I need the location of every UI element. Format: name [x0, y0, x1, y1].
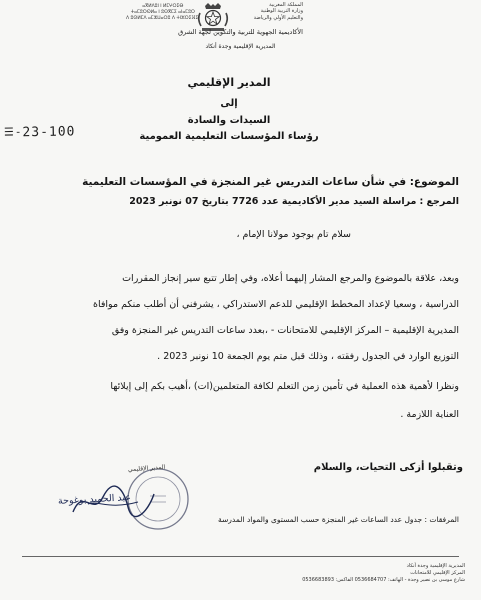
letterhead-tifinagh	[126, 4, 200, 22]
greeting: سلام تام بوجود مولانا الإمام ،	[236, 229, 351, 240]
attachments-note: المرفقات : جدول عدد الساعات غير المنجزة حسب المستوى والمواد المدرسة	[218, 515, 459, 524]
reference-number-stamp: ☰-23-100	[3, 124, 76, 141]
academy-name: الأكاديمية الجهوية للتربية والتكوين لجهة الشرق	[178, 28, 303, 36]
body-line: العناية اللازمة .	[400, 409, 459, 420]
letterhead-line: وزارة التربية الوطنية	[260, 8, 303, 15]
letterhead-line: والتعليم الأولي والرياضة	[253, 14, 303, 21]
recipient-line: رؤساء المؤسسات التعليمية العمومية	[139, 131, 319, 142]
body-line: وبعد، علاقة بالموضوع والمرجع المشار إليهما أعلاه، وفي إطار تتبع سير إنجاز المقررات	[122, 273, 459, 284]
body-line: التوزيع الوارد في الجدول رفقته ، وذلك قبل متم يوم الجمعة 10 نونبر 2023 .	[157, 351, 459, 362]
signatory-name: عبد الحميد بوغوحة	[57, 492, 132, 507]
footer-line: المركز الإقليمي للامتحانات	[410, 569, 465, 576]
footer-address	[302, 563, 465, 583]
subject-label: الموضوع:	[409, 176, 459, 188]
subject-line	[82, 176, 459, 188]
subject-text: في شأن ساعات التدريس غير المنجزة في المؤسسات التعليمية	[82, 176, 407, 188]
letterhead-line: ⵜⴰⵎⵓⵔⵙⵍⴰ ⵏ ⵓⵙⴳⵎⵉ ⴰⵏⴰⵎⵓⵔ	[130, 10, 195, 15]
closing: وتقبلوا أزكى التحيات، والسلام	[313, 462, 463, 473]
reference-text: مراسلة السيد مدير الأكاديمية عدد 7726 بتاريخ 07 نونبر 2023	[129, 196, 417, 207]
letterhead-line: ⴷ ⵓⵙⵍⵎⴷ ⴰⵎⵣⵡⴰⵔⵓ ⴷ ⵜⵏⵣⵔⵉⴼⵉⵏ	[126, 16, 200, 21]
recipient-line: السيدات والسادة	[187, 115, 271, 126]
body-line: ونظرا لأهمية هذه العملية في تأمين زمن التعلم لكافة المتعلمين(ات) ،أهيب بكم إلى إيلائها	[110, 381, 459, 392]
reference-number: 23-100	[22, 124, 76, 141]
letterhead-arabic	[254, 2, 303, 21]
to-word: إلى	[220, 98, 238, 109]
body-line: المديرية الإقليمية – المركز الإقليمي للامتحانات - ،بعدد ساعات التدريس غير المنجزة وفق	[111, 325, 459, 336]
sender-title: المدير الإقليمي	[187, 76, 271, 89]
letterhead-line: المملكة المغربية	[269, 2, 303, 8]
footer-divider	[22, 556, 459, 557]
direction-name: المديرية الإقليمية وجدة أنكاد	[205, 43, 276, 50]
letterhead-line: ⴰⴳⵍⴷⵓⵏ ⵏ ⵍⵎⵖⵔⵉⴱ	[142, 4, 184, 9]
signature-title: المدير الإقليمي	[127, 463, 166, 474]
reference-label: المرجع :	[419, 196, 459, 207]
footer-line: المديرية الإقليمية وجدة أنكاد	[406, 563, 465, 569]
reference-line	[129, 196, 459, 207]
body-line: الدراسية ، وسعيا لإعداد المخطط الإقليمي للدعم الاستدراكي ، يشرفني أن أطلب منكم موافاة	[93, 299, 459, 310]
footer-line: شارع موسى بن نصير وجدة - الهاتف: 0536684707 الفاكس: 0536683893	[302, 576, 465, 583]
